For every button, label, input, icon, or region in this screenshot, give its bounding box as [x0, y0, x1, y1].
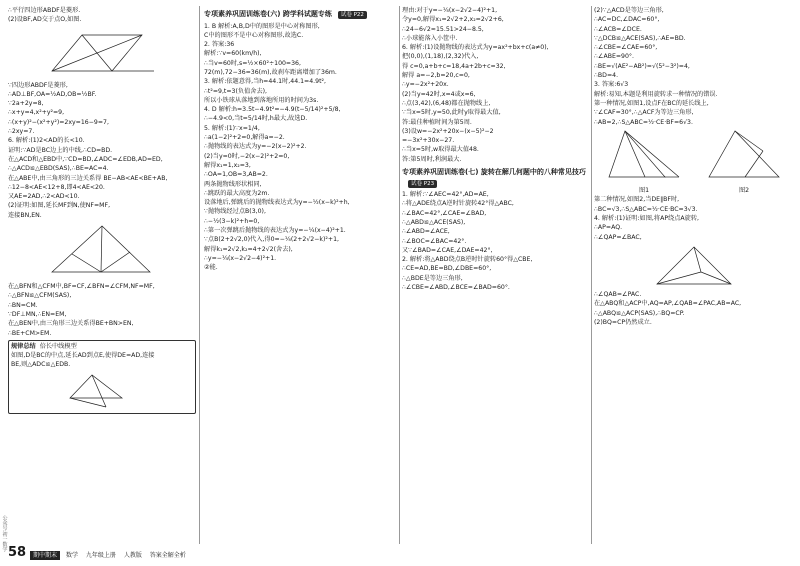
text-line: ∵DF⊥MN,∴EN=EM,	[8, 310, 67, 318]
text-line: ∴∠ABD=∠ACE,	[402, 228, 450, 236]
text-line: 把(0,0),(1,18),(2,32)代入,	[402, 53, 479, 61]
tip-line: 如图,D是BC的中点,延长AD到点E,使得DE=AD,连接	[11, 352, 155, 360]
figure-pair	[594, 127, 794, 196]
text-line: 两条抛物线形状相同,	[204, 180, 262, 188]
text-line: 令y=0,解得x₁=2√2+2,x₂=2√2+6,	[402, 16, 504, 24]
figure-1	[605, 127, 683, 196]
text-line: 所以小铁球从落地到落地所用的时间为3s.	[204, 96, 319, 104]
text-line: =−3x²+30x−27.	[402, 137, 455, 145]
text-line: ∵2a+2y=8,	[8, 100, 44, 108]
text-line: ∴t²=9,t=3(负值舍去),	[204, 87, 268, 95]
text-line: 6. 解析:(1)设抛物线的表达式为y=ax²+bx+c(a≠0),	[402, 44, 549, 52]
text-line: ∴当v=60时,s=½×60²÷100=36,	[204, 59, 301, 67]
column-2	[204, 6, 396, 544]
text-line: ∴CE=AD,BE=BD,∠DBE=60°,	[402, 265, 492, 273]
text-line: ∴−4.9<0,当t=5/14时,h最大,故选D.	[204, 115, 308, 123]
tip-line: BE,则△ADC≌△EDB.	[11, 361, 71, 369]
text-line: 设落地后,弹跳后的抛物线表达式为y=−½(x−k)²+h,	[204, 199, 350, 207]
text-line: 在△BEN中,由三角形三边关系得BE+BN>EN,	[8, 320, 134, 328]
text-line: ∴BE+CM>EM.	[8, 329, 52, 337]
text-line: (2)当y=0时,−2(x−2)²+2=0,	[204, 152, 290, 160]
text-line: 答:第5周时,利润最大.	[402, 155, 462, 163]
text-line: 2. 解析:将△ABD绕点B逆时针旋转60°得△CBE,	[402, 256, 533, 264]
text-line: 72(m),72−36=36(m),故刹车距离增加了36m.	[204, 68, 337, 76]
text-line: ∴平行四边形ABDF是菱形.	[8, 7, 81, 14]
text-line: ∴y=−¼(x−2√2−4)²+1.	[204, 254, 277, 262]
page-number: 58	[8, 544, 27, 560]
text-line: (2)当y=42时,x=4或x=6,	[402, 90, 476, 98]
section-title: 专项素养巩固训练卷(六) 跨学科试题专练	[204, 10, 332, 18]
triangle-rotation-figure	[649, 244, 739, 288]
text-line: ∵∠CAF=30°,∴△ACF为等边三角形,	[594, 109, 694, 117]
section-heading-7	[402, 167, 588, 188]
text-line: ②能.	[204, 264, 218, 272]
text-line: ∴△BDE是等边三角形,	[402, 274, 463, 282]
text-line: (2)BQ=CP仍然成立.	[594, 318, 652, 326]
column-divider	[199, 6, 200, 544]
text-line: 解得k₁=2√2,k₂=4+2√2(舍去),	[204, 245, 293, 253]
text-line: 第二种情况,如图2,当DE∥BF时,	[594, 196, 680, 204]
text-line: ∴△ACD≌△EBD(SAS),∴BE=AC=4.	[8, 165, 109, 173]
tip-label: 倍长中线模型	[39, 342, 77, 350]
text-line: ∴小球能落入小筐中.	[402, 34, 458, 42]
column-1	[8, 6, 196, 544]
text-line: ∴∠BOC=∠BAC=42°.	[402, 237, 467, 245]
text-line: ∴∠CBE=∠CAE=60°,	[594, 44, 658, 52]
text-line: ∴12−8<AE<12+8,即4<AE<20.	[8, 183, 105, 191]
footer-item: 数学	[65, 552, 78, 559]
text-line: ∴∠ABE=90°.	[594, 53, 634, 61]
footer-item: 人教版	[123, 552, 142, 559]
text-line: 又AE=2AD,∴2<AD<10.	[8, 193, 80, 201]
text-line: ∴AP=AQ.	[594, 224, 623, 232]
text-line: C中的图形不是中心对称图形,故选C.	[204, 31, 304, 39]
text-line: ∴跳跃的最大高度为2m.	[204, 189, 270, 197]
text-line: ∴24−6√2≈15.51>24−8.5,	[402, 25, 484, 33]
text-line: ∴当x=5时,w取得最大值48.	[402, 146, 479, 154]
text-line: 在△ACD和△EBD中,∵CD=BD,∠ADC=∠EDB,AD=ED,	[8, 155, 163, 163]
text-line: ∴∠CBE=∠ABD,∠BCE=∠BAD=60°.	[402, 284, 510, 292]
text-line: (2)证明:如图,延长MF到N,使NF=MF,	[8, 202, 111, 210]
text-line: ∴∠QAP=∠BAC,	[594, 233, 642, 241]
text-line: 1. B 解析:A,B,D中的图形是中心对称图形,	[204, 22, 320, 30]
column-4	[594, 6, 794, 544]
method-tip-box	[8, 340, 196, 414]
footer-brand: 期中期末	[30, 551, 60, 560]
section-page-ref: 试卷 P22	[338, 11, 367, 19]
text-line: ∴△ABQ≌△ACP(SAS),∴BQ=CP.	[594, 309, 685, 317]
text-line: 4. 解析:(1)证明:如图,将AP绕点A旋转,	[594, 215, 699, 223]
text-line: (2)∵△ACD是等边三角形,	[594, 7, 664, 14]
text-line: (3)设w=−2x²+20x−(x−5)²−2	[402, 127, 494, 135]
rhombus-figure	[42, 27, 162, 79]
text-line: 得 c=0,a+b+c=18,4a+2b+c=32,	[402, 62, 506, 70]
text-line: 又∵∠BAD=∠CAE,∠DAE=42°,	[402, 246, 493, 254]
text-line: ∴a(1−2)²+2=0,解得a=−2.	[204, 134, 285, 142]
text-line: ∴−½(3−k)²+h=0,	[204, 217, 260, 225]
figure-2-diagram	[705, 127, 783, 183]
side-watermark-text: 公众号:初一数学	[1, 515, 8, 552]
text-line: ∴BN=CM.	[8, 301, 38, 309]
text-line: ∴AC=DC,∠DAC=60°,	[594, 16, 660, 24]
text-line: (2)设BF,AD交于点O,如图.	[8, 16, 82, 24]
text-line: ∴抛物线的表达式为y=−2(x−2)²+2.	[204, 143, 307, 151]
text-line: 5. 解析:(1)∵x=1/4,	[204, 124, 260, 132]
figure-2	[705, 127, 783, 196]
text-line: 在△BFN和△CFM中,BF=CF,∠BFN=∠CFM,NF=MF,	[8, 283, 155, 291]
text-line: 连接BN,EN.	[8, 211, 42, 219]
text-line: 在△ABE中,由三角形的三边关系得 BE−AB<AE<BE+AB,	[8, 174, 168, 182]
page-footer	[0, 546, 800, 566]
column-divider	[399, 6, 400, 544]
text-line: ∴BE=√(AE²−AB²)=√(5²−3²)=4,	[594, 62, 690, 70]
text-line: ∴点(3,42),(6,48)都在抛物线上,	[402, 99, 491, 107]
figure-2-caption: 图2	[738, 187, 750, 195]
text-line: 理由:对于y=−¼(x−2√2−4)²+1,	[402, 7, 498, 14]
text-line: ∴AD⊥BF,OA=½AD,OB=½BF.	[8, 90, 97, 98]
text-line: ∵当x=5时,y=50,此时y取得最大值,	[402, 109, 501, 117]
text-line: ∴2xy=7.	[8, 128, 35, 136]
text-line: ∴(x+y)²−(x²+y²)=2xy=16−9=7,	[8, 118, 109, 126]
text-line: ∴y=−2x²+20x.	[402, 81, 449, 89]
footer-item: 九年级上册	[85, 552, 116, 559]
text-line: 2. 答案:36	[204, 41, 235, 49]
footer-item: 答案全解全析	[149, 552, 186, 559]
tip-heading: 规律总结	[11, 342, 36, 350]
column-3	[402, 6, 588, 544]
figure-1-diagram	[605, 127, 683, 183]
text-line: 证明:∵AD是BC边上的中线,∴CD=BD.	[8, 146, 113, 154]
footer-bar	[30, 551, 192, 560]
median-extension-figure	[62, 372, 142, 410]
figure-1-caption: 图1	[638, 187, 650, 195]
text-line: ∴第一次弹跳后抛物线的表达式为y=−¼(x−4)²+1.	[204, 227, 346, 235]
text-line: 3. 解析:依题意得,当h=44.1时,44.1=4.9t²,	[204, 78, 326, 86]
text-line: ∴∠ACB=∠DCE.	[594, 25, 642, 33]
text-line: 解得x₁=1,x₂=3,	[204, 161, 251, 169]
text-line: ∵四边形ABDF是菱形,	[8, 81, 68, 89]
text-line: 在△ABQ和△ACP中,AQ=AP,∠QAB=∠PAC,AB=AC,	[594, 300, 742, 308]
text-line: ∵△DCB≌△ACE(SAS),∴AE=BD.	[594, 34, 686, 42]
text-line: 6. 解析:(1)2<AD的长<10.	[8, 137, 85, 145]
text-line: 答:最佳种植时间为第5周.	[402, 118, 472, 126]
text-line: 第一种情况,如图1,设点F在BC的延长线上,	[594, 99, 709, 107]
text-line: ∴△BFN≌△CFM(SAS),	[8, 292, 72, 300]
text-line: ∵抛物线经过点B(3,0),	[204, 208, 266, 216]
text-line: 1. 解析:∵∠AEC=42°,AD=AE,	[402, 191, 489, 199]
triangle-midline-figure	[42, 222, 162, 280]
text-line: ∴将△ADE绕点A逆时针旋转42°得△ABC,	[402, 200, 514, 208]
text-line: 解得 a=−2,b=20,c=0,	[402, 72, 470, 80]
text-line: 3. 答案:6√3	[594, 81, 629, 89]
section-heading-6	[204, 9, 396, 20]
text-line: ∴x+y=4,x²+y²=9,	[8, 109, 65, 117]
text-line: ∵点B(2+2√2,0)代入,得0=−¼(2+2√2−k)²+1,	[204, 236, 339, 244]
text-line: ∴∠BAC=42°,∠CAE=∠BAD,	[402, 209, 487, 217]
text-line: ∴△ABD≌△ACE(SAS),	[402, 218, 466, 226]
text-line: ∴BC=√3,∴S△ABC=½·CE·BC=3√3.	[594, 205, 698, 213]
section-page-ref: 试卷 P23	[408, 180, 437, 188]
text-line: ∴∠QAB=∠PAC.	[594, 290, 642, 298]
text-line: ∴AB=2,∴S△ABC=½·CE·BF=6√3.	[594, 118, 693, 126]
text-line: 解析:∵v=60(km/h),	[204, 50, 262, 58]
text-line: 解析:易知,本题是利用旋转求一种情况的错误.	[594, 90, 718, 98]
text-line: ∴OA=1,OB=3,AB=2.	[204, 171, 268, 179]
text-line: ∴BD=4.	[594, 72, 619, 80]
text-line: 4. D 解析:h=3.5t−4.9t²=−4.9(t−5/14)²+5/8,	[204, 106, 341, 114]
section-title: 专项素养巩固训练卷(七) 旋转在解几何题中的八种常见技巧	[402, 168, 586, 177]
column-divider	[591, 6, 592, 544]
